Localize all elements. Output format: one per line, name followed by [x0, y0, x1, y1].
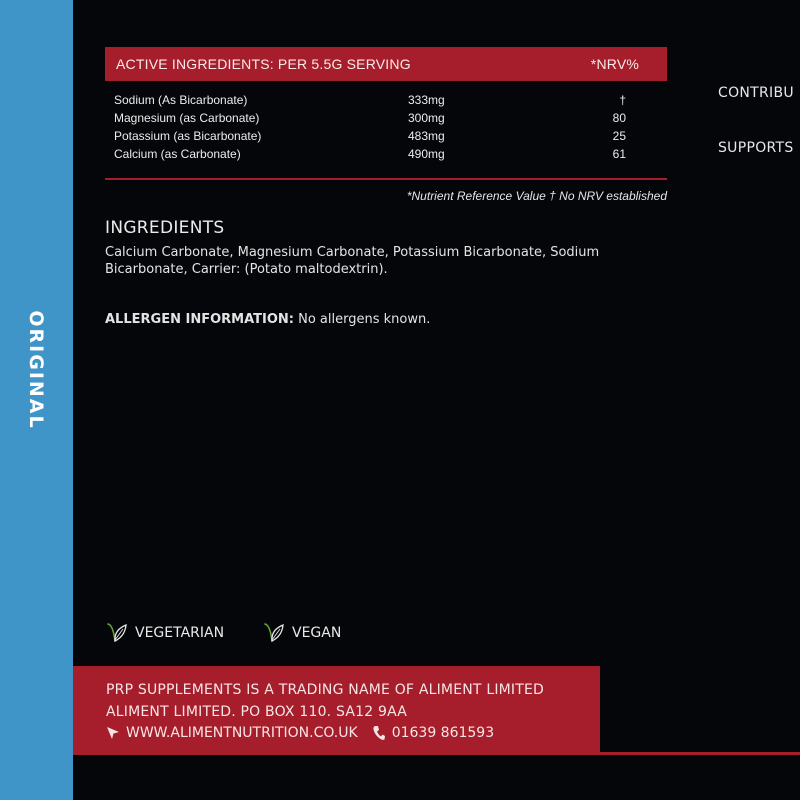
- nutrition-table-body: [114, 92, 634, 164]
- nutrient-amount: 490mg: [408, 147, 445, 161]
- vegetarian-badge: [105, 621, 224, 645]
- cursor-icon: [106, 726, 120, 740]
- nutrient-nrv: 61: [612, 147, 626, 161]
- table-row: [114, 128, 634, 146]
- nutrition-table-header: [105, 47, 667, 81]
- vegan-badge: [262, 621, 341, 645]
- table-row: [114, 146, 634, 164]
- flavor-side-band: [0, 0, 73, 800]
- ingredients-text: Calcium Carbonate, Magnesium Carbonate, Potassium Bicarbonate, Sodium Bicarbonate, Carrier: (Potato maltodextrin).: [105, 245, 600, 277]
- nutrient-amount: 483mg: [408, 129, 445, 143]
- allergen-label: ALLERGEN INFORMATION:: [105, 312, 294, 327]
- table-row: [114, 110, 634, 128]
- table-header-label: ACTIVE INGREDIENTS: PER 5.5G SERVING: [116, 56, 411, 72]
- nutrient-name: Sodium (As Bicarbonate): [114, 93, 248, 107]
- right-panel-line-2: SUPPORTS: [718, 140, 794, 156]
- address-line: ALIMENT LIMITED. PO BOX 110. SA12 9AA: [106, 704, 408, 720]
- website-text: WWW.ALIMENTNUTRITION.CO.UK: [126, 725, 358, 741]
- table-header-nrv: *NRV%: [590, 56, 639, 72]
- ingredients-heading: INGREDIENTS: [105, 218, 225, 238]
- vegan-label: VEGAN: [292, 625, 342, 641]
- phone-icon: [372, 725, 386, 741]
- phone-text: 01639 861593: [391, 725, 495, 741]
- nutrient-name: Magnesium (as Carbonate): [114, 111, 260, 125]
- table-row: [114, 92, 634, 110]
- nutrient-amount: 300mg: [408, 111, 445, 125]
- nutrient-name: Potassium (as Bicarbonate): [114, 129, 262, 143]
- leaf-icon: [105, 621, 129, 645]
- flavor-label: ORIGINAL: [25, 310, 47, 430]
- vegetarian-label: VEGETARIAN: [135, 625, 225, 641]
- nutrient-nrv: 80: [612, 111, 626, 125]
- trading-name-line: PRP SUPPLEMENTS IS A TRADING NAME OF ALIMENT LIMITED: [106, 682, 545, 698]
- nutrient-nrv: 25: [612, 129, 626, 143]
- nutrient-amount: 333mg: [408, 93, 445, 107]
- nrv-footnote: *Nutrient Reference Value † No NRV established: [406, 189, 667, 203]
- website-link[interactable]: [106, 725, 358, 741]
- contact-row: [106, 725, 508, 741]
- phone-number[interactable]: [372, 725, 494, 741]
- nutrient-nrv: †: [619, 93, 626, 107]
- allergen-text: No allergens known.: [298, 312, 431, 327]
- allergen-info: [105, 312, 430, 327]
- bottom-divider: [600, 752, 800, 755]
- leaf-icon: [262, 621, 286, 645]
- nutrient-name: Calcium (as Carbonate): [114, 147, 241, 161]
- table-divider: [105, 178, 667, 180]
- right-panel-line-1: CONTRIBU: [718, 85, 794, 101]
- company-footer: [73, 666, 600, 755]
